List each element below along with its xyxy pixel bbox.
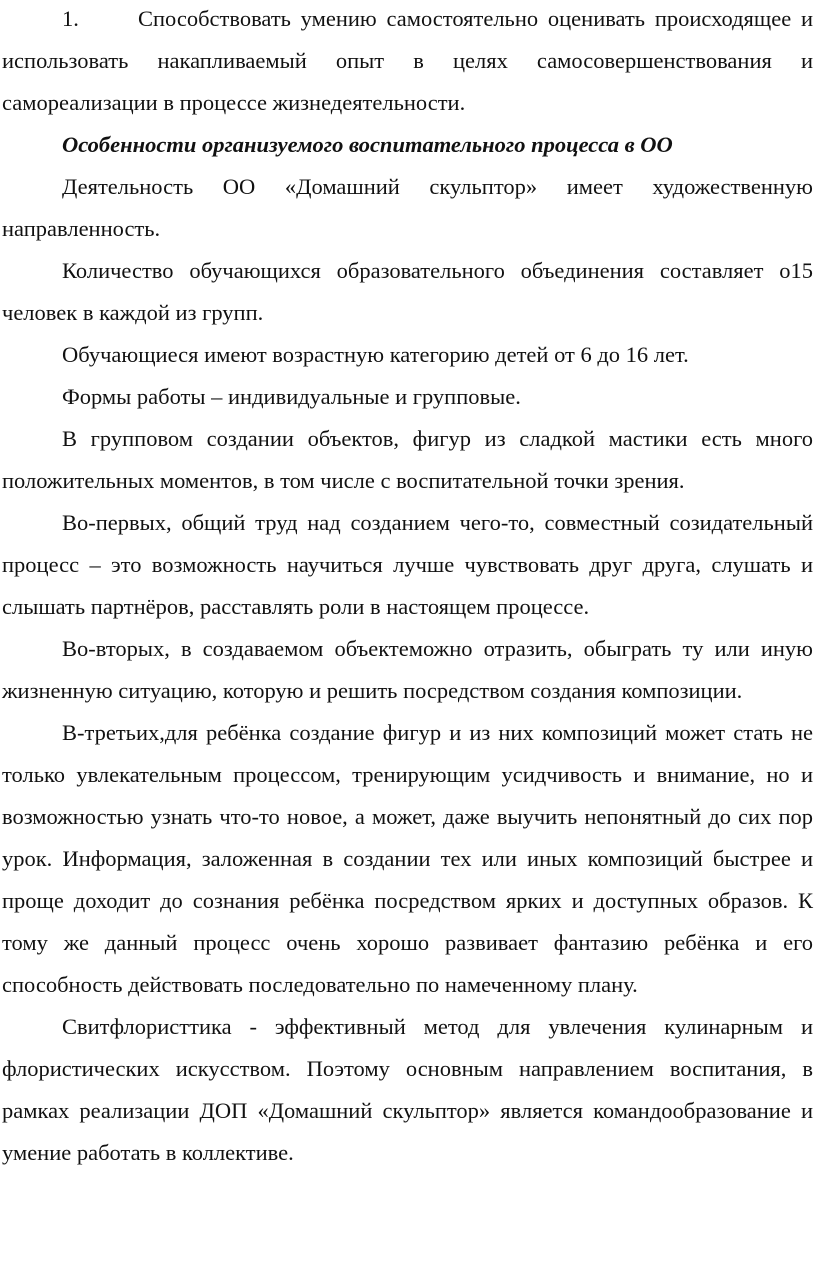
list-number: 1. [62,6,79,31]
list-item-text: Способствовать умению самостоятельно оценивать происходящее и использовать накапливаемый опыт в целях самосовершенствования и самореализации в процессе жизнедеятельности. [2,6,813,115]
paragraph-secondly: Во-вторых, в создаваемом объектеможно отразить, обыграть ту или иную жизненную ситуацию, которую и решить посредством создания композиции. [2,636,813,703]
paragraph-work-forms: Формы работы – индивидуальные и групповые. [62,384,521,409]
paragraph-activity: Деятельность ОО «Домашний скульптор» имеет художественную направленность. [2,174,813,241]
section-heading: Особенности организуемого воспитательного процесса в ОО [62,132,673,157]
paragraph-thirdly: В-третьих,для ребёнка создание фигур и из них композиций может стать не только увлекательным процессом, тренирующим усидчивость и внимание, но и возможностью узнать что-то новое, а может, даже выучить непонятный до сих пор урок. Информация, заложенная в создании тех или иных композиций быстрее и проще доходит до сознания ребёнка посредством ярких и доступных образов. К тому же данный процесс очень хорошо развивает фантазию ребёнка и его способность действовать последовательно по намеченному плану. [2,720,813,997]
paragraph-firstly: Во-первых, общий труд над созданием чего-то, совместный созидательный процесс – это возможность научиться лучше чувствовать друг друга, слушать и слышать партнёров, расставлять роли в настоящем процессе. [2,510,813,619]
numbered-item-1 [2,0,813,124]
paragraph-group-creation: В групповом создании объектов, фигур из сладкой мастики есть много положительных моментов, в том числе с воспитательной точки зрения. [2,426,813,493]
paragraph-student-count: Количество обучающихся образовательного объединения составляет о15 человек в каждой из групп. [2,258,813,325]
paragraph-sweetfloristics: Свитфлористтика - эффективный метод для увлечения кулинарным и флористических искусством. Поэтому основным направлением воспитания, в рамках реализации ДОП «Домашний скульптор» является командообразование и умение работать в коллективе. [2,1014,813,1165]
paragraph-age-category: Обучающиеся имеют возрастную категорию детей от 6 до 16 лет. [62,342,689,367]
